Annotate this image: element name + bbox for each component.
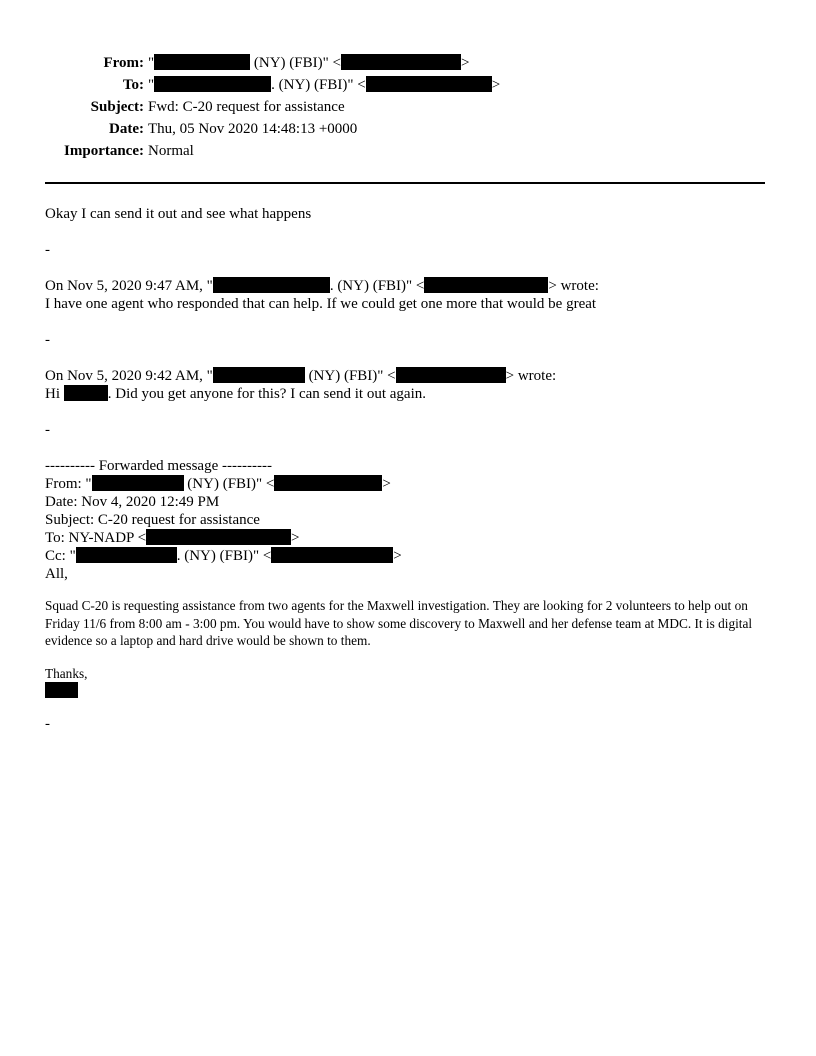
forwarded-subject: Subject: C-20 request for assistance <box>45 512 260 528</box>
reply-text: Okay I can send it out and see what happens <box>45 206 312 222</box>
redaction-block <box>366 76 492 92</box>
forwarded-to: To: NY-NADP < > <box>45 530 300 546</box>
email-body <box>45 205 775 733</box>
subject-row <box>0 96 816 118</box>
subject-label: Subject: <box>90 99 144 115</box>
redaction-block <box>424 277 548 293</box>
redaction-block <box>154 54 250 70</box>
separator-dash: - <box>45 332 50 348</box>
date-value: Thu, 05 Nov 2020 14:48:13 +0000 <box>148 121 358 137</box>
from-row <box>0 52 816 74</box>
redaction-block <box>45 682 78 698</box>
redaction-block <box>154 76 271 92</box>
redaction-block <box>271 547 393 563</box>
date-label: Date: <box>109 121 144 137</box>
quote-header: On Nov 5, 2020 9:42 AM, " (NY) (FBI)" < > wrote: <box>45 368 557 384</box>
forwarded-date: Date: Nov 4, 2020 12:49 PM <box>45 494 220 510</box>
importance-label: Importance: <box>64 143 144 159</box>
redaction-block <box>341 54 461 70</box>
to-label: To: <box>122 77 144 93</box>
forwarded-header: ---------- Forwarded message ---------- <box>45 458 272 474</box>
from-label: From: <box>103 55 144 71</box>
quote-text: Hi . Did you get anyone for this? I can send it out again. <box>45 386 427 402</box>
signoff: Thanks, <box>45 665 88 681</box>
to-row <box>0 74 816 96</box>
forwarded-cc: Cc: " . (NY) (FBI)" < > <box>45 548 402 564</box>
quote-header: On Nov 5, 2020 9:47 AM, " . (NY) (FBI)" < > wrote: <box>45 278 599 294</box>
to-value: " . (NY) (FBI)" < > <box>148 77 501 93</box>
header-divider <box>45 182 765 184</box>
forwarded-greeting: All, <box>45 566 68 582</box>
separator-dash: - <box>45 422 50 438</box>
redaction-block <box>92 475 184 491</box>
redaction-block <box>76 547 177 563</box>
signature <box>45 682 775 703</box>
importance-row <box>0 140 816 162</box>
forwarded-from: From: " (NY) (FBI)" < > <box>45 476 391 492</box>
redaction-block <box>213 367 305 383</box>
from-value: " (NY) (FBI)" < > <box>148 55 470 71</box>
redaction-block <box>213 277 330 293</box>
forwarded-paragraph: Squad C-20 is requesting assistance from two agents for the Maxwell investigation. They are looking for 2 volunteers to help out on Friday 11/6 from 8:00 am - 3:00 pm. You would have to show some discovery to Maxwell and her defense team at MDC. It is digital evidence so a laptop and hard drive would be shown to them. <box>45 598 753 648</box>
redaction-block <box>64 385 108 401</box>
redaction-block <box>274 475 382 491</box>
date-row <box>0 118 816 140</box>
email-header <box>0 52 816 162</box>
separator-dash: - <box>45 242 50 258</box>
redaction-block <box>146 529 291 545</box>
quote-text: I have one agent who responded that can help. If we could get one more that would be great <box>45 296 597 312</box>
subject-value: Fwd: C-20 request for assistance <box>148 99 345 115</box>
redaction-block <box>396 367 506 383</box>
separator-dash: - <box>45 716 50 732</box>
importance-value: Normal <box>148 143 194 159</box>
